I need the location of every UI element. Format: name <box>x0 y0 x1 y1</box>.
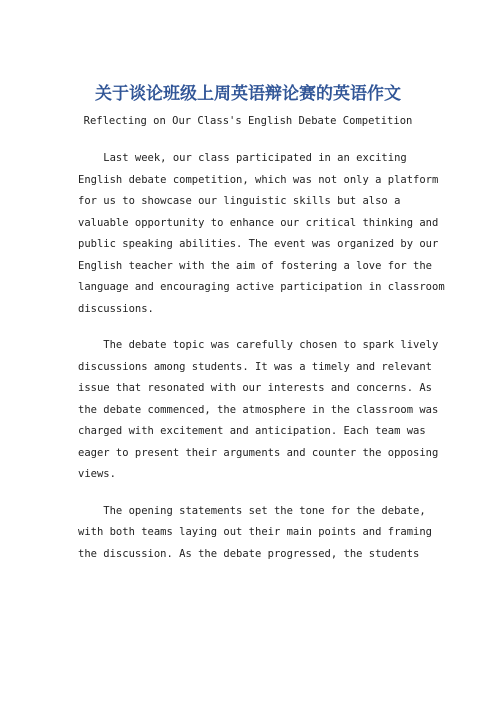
text-line: discussions. <box>78 302 154 315</box>
text-line: The opening statements set the tone for the debate, <box>78 504 426 517</box>
text-line: views. <box>78 468 116 480</box>
text-line: for us to showcase our linguistic skills but also a <box>78 195 401 207</box>
text-line: the debate commenced, the atmosphere in the classroom was <box>78 403 439 416</box>
paragraph <box>78 335 439 486</box>
text-line: with both teams laying out their main points and framing <box>78 526 433 538</box>
paragraph <box>78 501 433 566</box>
text-line: English teacher with the aim of fostering a love for the <box>78 259 433 272</box>
text-line: eager to present their arguments and counter the opposing <box>78 446 439 459</box>
text-line: English debate competition, which was not only a platform <box>78 173 439 186</box>
text-line: language and encouraging active participation in classroom <box>78 281 445 293</box>
text-line: valuable opportunity to enhance our critical thinking and <box>78 216 439 229</box>
text-line: discussions among students. It was a timely and relevant <box>78 360 433 373</box>
text-line: Last week, our class participated in an exciting <box>78 152 407 164</box>
text-line: charged with excitement and anticipation. Each team was <box>78 425 426 437</box>
document-subtitle: Reflecting on Our Class's English Debate Competition <box>83 115 413 127</box>
text-line: public speaking abilities. The event was organized by our <box>78 238 439 250</box>
text-line: The debate topic was carefully chosen to spark lively <box>78 339 439 351</box>
document-title: 关于谈论班级上周英语辩论赛的英语作文 <box>95 84 401 104</box>
text-line: the discussion. As the debate progressed, the students <box>78 547 420 560</box>
paragraph <box>78 148 445 320</box>
text-line: issue that resonated with our interests and concerns. As <box>78 382 433 394</box>
document-body <box>78 148 445 580</box>
